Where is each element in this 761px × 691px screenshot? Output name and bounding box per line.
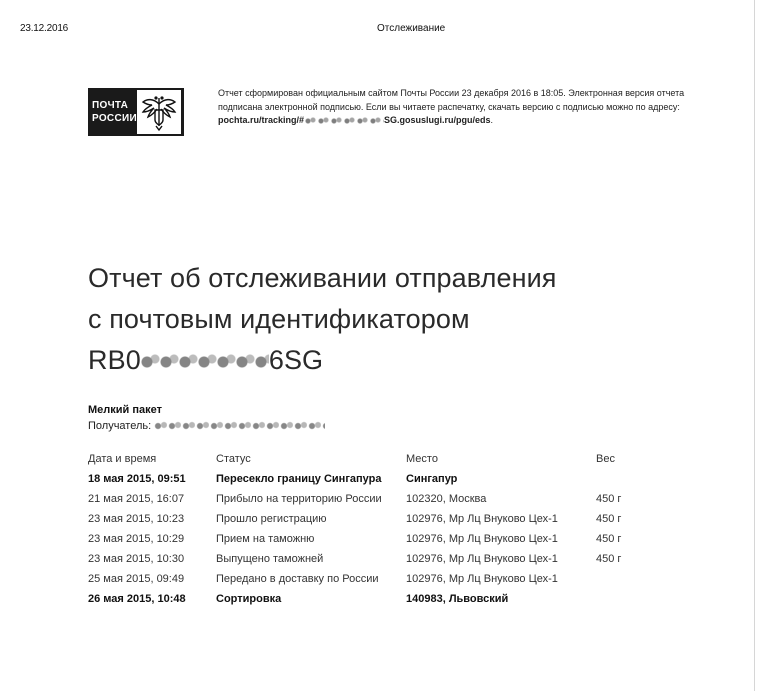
title-line-1: Отчет об отслеживании отправления	[88, 263, 557, 293]
event-weight	[596, 472, 656, 492]
event-datetime: 18 мая 2015, 09:51	[88, 473, 186, 485]
print-title: Отслеживание	[377, 23, 446, 34]
report-signature-note	[218, 87, 688, 128]
event-place: 102976, Мр Лц Внуково Цех-1	[406, 573, 558, 585]
recipient-label: Получатель:	[88, 420, 152, 432]
event-weight: 450 г	[596, 533, 622, 545]
event-status: Прибыло на территорию России	[216, 493, 382, 505]
tracking-events-table	[88, 453, 656, 612]
russian-post-logo	[88, 88, 184, 136]
redacted-tracking-id	[304, 116, 384, 125]
event-place: 140983, Львовский	[406, 593, 509, 605]
tracking-id-suffix: 6SG	[268, 345, 324, 375]
table-row	[88, 512, 656, 532]
event-weight: 450 г	[596, 553, 622, 565]
eagle-emblem-icon	[137, 90, 181, 134]
redacted-recipient-name	[153, 420, 325, 432]
logo-line-2: РОССИИ	[92, 113, 137, 124]
table-header-row	[88, 453, 656, 472]
logo-text	[88, 99, 136, 125]
event-place: 102976, Мр Лц Внуково Цех-1	[406, 553, 558, 565]
redacted-tracking-digits	[141, 350, 269, 374]
event-place: 102320, Москва	[406, 493, 487, 505]
page-title	[88, 258, 728, 381]
event-status: Передано в доставку по России	[216, 573, 379, 585]
recipient	[88, 420, 325, 432]
table-row	[88, 572, 656, 592]
table-row	[88, 532, 656, 552]
event-status: Прошло регистрацию	[216, 513, 327, 525]
table-row	[88, 492, 656, 512]
tracking-id-prefix: RB0	[88, 345, 141, 375]
event-status: Выпущено таможней	[216, 553, 324, 565]
event-status: Сортировка	[216, 593, 282, 605]
table-row	[88, 552, 656, 572]
event-datetime: 21 мая 2015, 16:07	[88, 493, 185, 505]
title-line-2: с почтовым идентификатором	[88, 304, 470, 334]
table-row	[88, 472, 656, 492]
event-weight	[596, 572, 656, 592]
event-weight: 450 г	[596, 493, 622, 505]
event-status: Пересекло границу Сингапура	[216, 473, 382, 485]
tracking-link[interactable]	[218, 115, 491, 125]
header-weight: Вес	[596, 453, 615, 465]
parcel-type: Мелкий пакет	[88, 404, 162, 416]
header-place: Место	[406, 453, 438, 465]
event-place: 102976, Мр Лц Внуково Цех-1	[406, 533, 558, 545]
event-weight: 450 г	[596, 513, 622, 525]
event-place: 102976, Мр Лц Внуково Цех-1	[406, 513, 558, 525]
report-note-text: Отчет сформирован официальным сайтом Почты России 23 декабря 2016 в 18:05. Электронная версия отчета подписана электронной подписью. Если вы читаете распечатку, скачать версию с подписью можно по адресу:	[218, 88, 685, 112]
header-status: Статус	[216, 453, 251, 465]
event-datetime: 25 мая 2015, 09:49	[88, 573, 185, 585]
event-place: Сингапур	[406, 473, 458, 485]
event-status: Прием на таможню	[216, 533, 315, 545]
tracking-link-suffix: SG.gosuslugi.ru/pgu/eds	[384, 115, 491, 125]
print-date: 23.12.2016	[20, 23, 69, 34]
event-weight	[596, 592, 656, 612]
logo-line-1: ПОЧТА	[92, 100, 129, 111]
event-datetime: 23 мая 2015, 10:30	[88, 553, 185, 565]
tracking-link-prefix: pochta.ru/tracking/#	[218, 115, 305, 125]
tracking-id	[88, 340, 728, 381]
report-note-end: .	[490, 115, 494, 125]
header-datetime: Дата и время	[88, 453, 157, 465]
event-datetime: 23 мая 2015, 10:29	[88, 533, 185, 545]
event-datetime: 26 мая 2015, 10:48	[88, 593, 186, 605]
table-row	[88, 592, 656, 612]
event-datetime: 23 мая 2015, 10:23	[88, 513, 185, 525]
